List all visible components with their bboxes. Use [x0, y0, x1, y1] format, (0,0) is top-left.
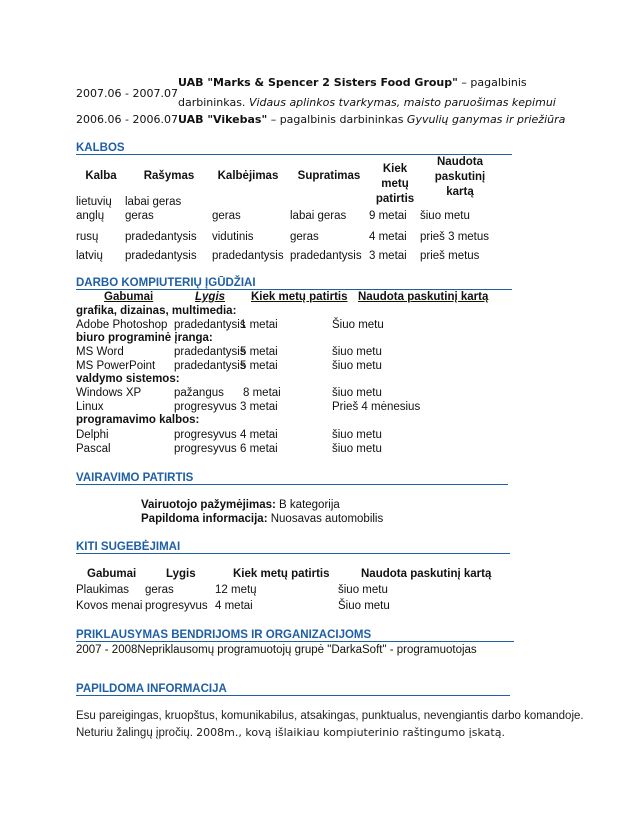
other-header-last-used: Naudota paskutinį kartą	[361, 568, 492, 580]
computer-item-name: MS Word	[76, 346, 124, 358]
lang-header-speaking: Kalbėjimas	[217, 170, 279, 182]
lang-row-3-understanding: geras	[290, 231, 319, 243]
computer-item-experience: 8 metai	[243, 387, 281, 399]
lang-row-4-speaking: pradedantysis	[212, 250, 284, 262]
computer-item-name: Windows XP	[76, 387, 142, 399]
other-row-2-level: progresyvus	[145, 600, 208, 612]
computer-item-name: Pascal	[76, 443, 111, 455]
section-title-memberships: PRIKLAUSYMAS BENDRIJOMS IR ORGANIZACIJOMS	[76, 629, 372, 641]
lang-row-3-language: rusų	[76, 231, 99, 243]
lang-row-1-writing: labai geras	[125, 196, 182, 208]
computer-item-level: pažangus	[174, 387, 224, 399]
driving-info-value: Nuosavas automobilis	[267, 513, 384, 525]
lang-row-3-writing: pradedantysis	[125, 231, 197, 243]
computer-item-name: Adobe Photoshop	[76, 319, 168, 331]
lang-header-last-used: Naudota paskutinį kartą	[434, 156, 486, 198]
lang-header-language: Kalba	[85, 170, 117, 182]
lang-row-1-language: lietuvių	[76, 196, 112, 208]
additional-info-line-2	[76, 726, 505, 739]
computer-header-level: Lygis	[195, 291, 226, 303]
job-2-duties: Gyvulių ganymas ir priežiūra	[406, 113, 566, 126]
lang-row-4-experience: 3 metai	[369, 250, 407, 262]
lang-header-understanding: Supratimas	[297, 170, 361, 182]
section-rule-driving	[76, 484, 508, 485]
computer-item-level: progresyvus	[174, 443, 237, 455]
lang-row-2-experience: 9 metai	[369, 210, 407, 222]
computer-item-last-used: šiuo metu	[332, 443, 382, 455]
additional-info-line-1: Esu pareigingas, kruopštus, komunikabilus, atsakingas, punktualus, nevengiantis darbo komandoje.	[76, 710, 584, 722]
computer-item-last-used: šiuo metu	[332, 346, 382, 358]
driving-license-value: B kategorija	[275, 499, 340, 511]
computer-item-last-used: šiuo metu	[332, 387, 382, 399]
lang-row-2-last-used: šiuo metu	[420, 210, 470, 222]
computer-item-experience: 5 metai	[240, 360, 278, 372]
section-title-languages: KALBOS	[76, 142, 125, 154]
job-2-role: – pagalbinis darbininkas	[267, 113, 407, 126]
computer-item-level: pradedantysis	[174, 319, 246, 331]
other-row-1-last-used: šiuo metu	[338, 584, 388, 596]
driving-license-label: Vairuotojo pažymėjimas:	[141, 499, 276, 511]
other-row-1-level: geras	[145, 584, 174, 596]
other-header-skill: Gabumai	[87, 568, 137, 580]
computer-item-last-used: šiuo metu	[332, 429, 382, 441]
computer-item-experience: 4 metai	[240, 429, 278, 441]
job-2-company: UAB "Vikebas"	[178, 113, 268, 126]
computer-item-experience: 1 metai	[240, 319, 278, 331]
computer-item-level: progresyvus	[174, 429, 237, 441]
membership-period: 2007 - 2008	[76, 644, 138, 656]
computer-item-last-used: Prieš 4 mėnesius	[332, 401, 421, 413]
lang-row-4-language: latvių	[76, 250, 103, 262]
computer-group-os: valdymo sistemos:	[76, 373, 180, 385]
other-row-2-experience: 4 metai	[215, 600, 253, 612]
section-rule-memberships	[76, 641, 514, 642]
other-row-1-experience: 12 metų	[215, 584, 257, 596]
other-row-1-skill: Plaukimas	[76, 584, 130, 596]
other-header-experience: Kiek metų patirtis	[233, 568, 330, 580]
driving-info	[141, 513, 383, 525]
computer-item-level: pradedantysis	[174, 360, 246, 372]
other-row-2-skill: Kovos menai	[76, 600, 143, 612]
section-title-other-skills: KITI SUGEBĖJIMAI	[76, 541, 181, 553]
lang-header-writing: Rašymas	[143, 170, 195, 182]
job-1-role: – pagalbinis	[457, 76, 527, 89]
computer-item-experience: 5 metai	[240, 346, 278, 358]
job-1-line1	[178, 76, 527, 89]
membership-entry	[76, 644, 477, 656]
section-rule-additional-info	[76, 695, 510, 696]
computer-item-level: progresyvus	[174, 401, 237, 413]
lang-row-3-last-used: prieš 3 metus	[420, 231, 490, 243]
computer-header-experience: Kiek metų patirtis	[251, 291, 348, 303]
other-header-level: Lygis	[166, 568, 196, 580]
computer-item-experience: 3 metai	[240, 401, 278, 413]
job-1-duties: Vidaus aplinkos tvarkymas, maisto paruošimas kepimui	[248, 96, 556, 109]
section-rule-computer-skills	[76, 289, 512, 290]
driving-info-label: Papildoma informacija:	[141, 513, 268, 525]
lang-row-4-writing: pradedantysis	[125, 250, 197, 262]
lang-row-4-understanding: pradedantysis	[290, 250, 362, 262]
job-1-role-cont: darbininkas.	[178, 96, 249, 109]
computer-item-name: Linux	[76, 401, 104, 413]
computer-group-programming: programavimo kalbos:	[76, 414, 200, 426]
additional-info-certificate: 2008m., kovą išlaikiau kompiuterinio raštingumo įskatą.	[196, 726, 505, 739]
other-row-2-last-used: Šiuo metu	[338, 600, 390, 612]
section-title-additional-info: PAPILDOMA INFORMACIJA	[76, 683, 227, 695]
computer-item-last-used: šiuo metu	[332, 360, 382, 372]
lang-row-2-writing: geras	[125, 210, 154, 222]
driving-license	[141, 499, 340, 511]
lang-row-2-language: anglų	[76, 210, 105, 222]
computer-header-last-used: Naudota paskutinį kartą	[358, 291, 489, 303]
additional-info-habits: Neturiu žalingų įpročių.	[76, 727, 197, 739]
job-1-line2	[178, 96, 556, 109]
computer-item-last-used: Šiuo metu	[332, 319, 384, 331]
computer-item-name: MS PowerPoint	[76, 360, 156, 372]
lang-row-2-speaking: geras	[212, 210, 241, 222]
lang-row-3-experience: 4 metai	[369, 231, 407, 243]
lang-row-4-last-used: prieš metus	[420, 250, 480, 262]
job-2-period: 2006.06 - 2006.07	[76, 113, 178, 126]
computer-item-name: Delphi	[76, 429, 109, 441]
computer-header-skill: Gabumai	[104, 291, 154, 303]
computer-item-level: pradedantysis	[174, 346, 246, 358]
lang-row-2-understanding: labai geras	[290, 210, 347, 222]
job-1-company: UAB "Marks & Spencer 2 Sisters Food Group"	[178, 76, 458, 89]
lang-row-3-speaking: vidutinis	[212, 231, 254, 243]
section-title-driving: VAIRAVIMO PATIRTIS	[76, 472, 194, 484]
computer-item-experience: 6 metai	[240, 443, 278, 455]
lang-header-experience: Kiek metų patirtis	[375, 163, 415, 205]
section-rule-other-skills	[76, 553, 510, 554]
membership-text: Nepriklausomų programuotojų grupė "DarkaSoft" - programuotojas	[137, 644, 477, 656]
computer-group-graphics: grafika, dizainas, multimedia:	[76, 305, 237, 317]
job-1-period: 2007.06 - 2007.07	[76, 87, 178, 100]
computer-group-office: biuro programinė įranga:	[76, 332, 213, 344]
section-title-computer-skills: DARBO KOMPIUTERIŲ ĮGŪDŽIAI	[76, 277, 256, 289]
job-2-line	[178, 113, 565, 126]
